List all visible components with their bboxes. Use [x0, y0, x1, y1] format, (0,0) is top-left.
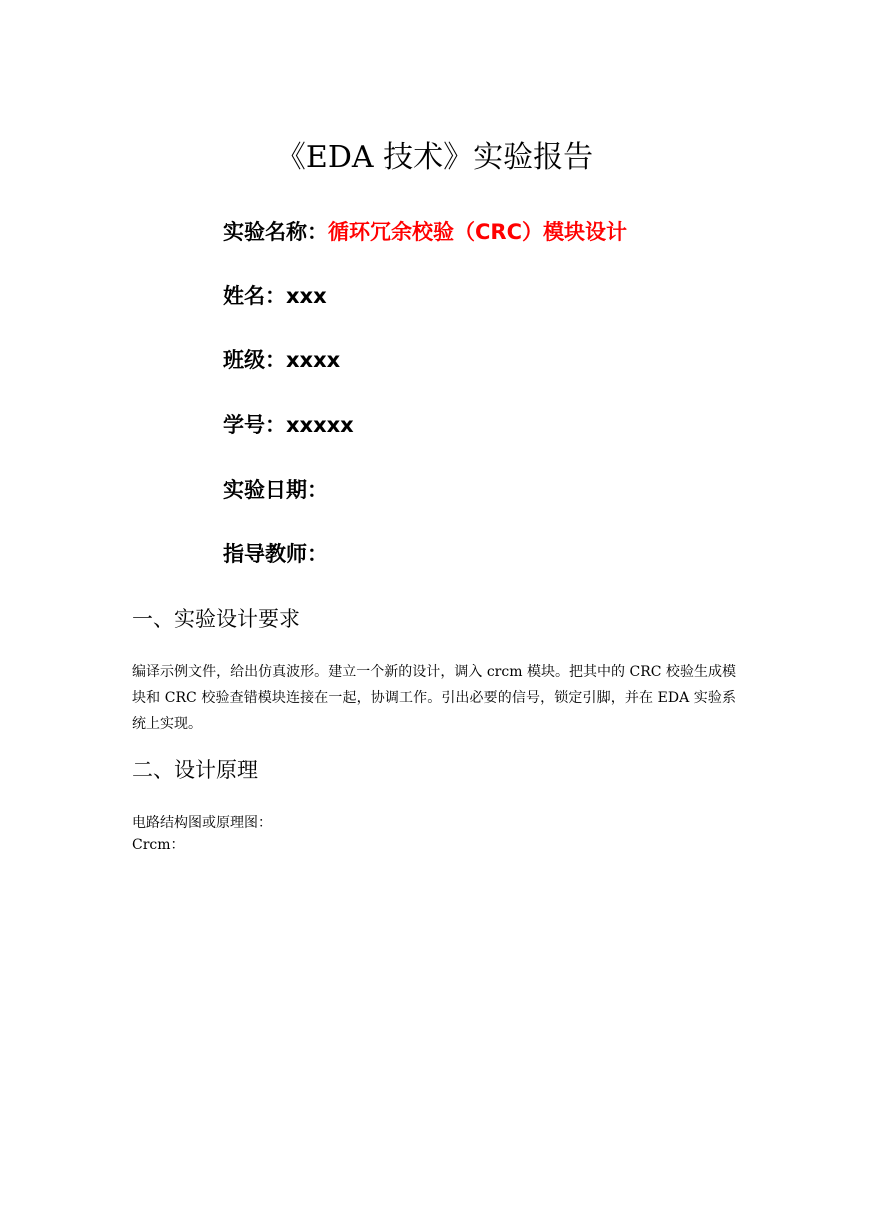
student-id-value: xxxxx	[286, 413, 354, 437]
experiment-name-label: 实验名称：	[223, 220, 328, 244]
date-label: 实验日期：	[223, 478, 328, 502]
instructor-row	[223, 539, 328, 569]
principle-line-crcm: Crcm：	[132, 837, 185, 853]
student-id-row	[223, 410, 354, 440]
name-label: 姓名：	[223, 284, 286, 308]
section-heading-requirements: 一、实验设计要求	[132, 607, 300, 631]
instructor-label: 指导教师：	[223, 542, 328, 566]
date-row	[223, 475, 328, 505]
principle-line-diagram: 电路结构图或原理图：	[132, 815, 272, 831]
name-value: xxx	[286, 284, 327, 308]
class-row	[223, 345, 340, 375]
student-id-label: 学号：	[223, 413, 286, 437]
report-title: 《EDA 技术》实验报告	[275, 140, 594, 175]
name-row	[223, 281, 327, 311]
experiment-name-row	[223, 217, 627, 247]
class-value: xxxx	[286, 348, 341, 372]
requirements-paragraph: 编译示例文件，给出仿真波形。建立一个新的设计，调入 crcm 模块。把其中的 CRC 校验生成模块和 CRC 校验查错模块连接在一起，协调工作。引出必要的信号，锁定引脚，并在 EDA 实验系统上实现。	[132, 664, 736, 732]
experiment-name-value: 循环冗余校验（CRC）模块设计	[328, 220, 627, 244]
section-heading-principle: 二、设计原理	[132, 758, 258, 782]
class-label: 班级：	[223, 348, 286, 372]
